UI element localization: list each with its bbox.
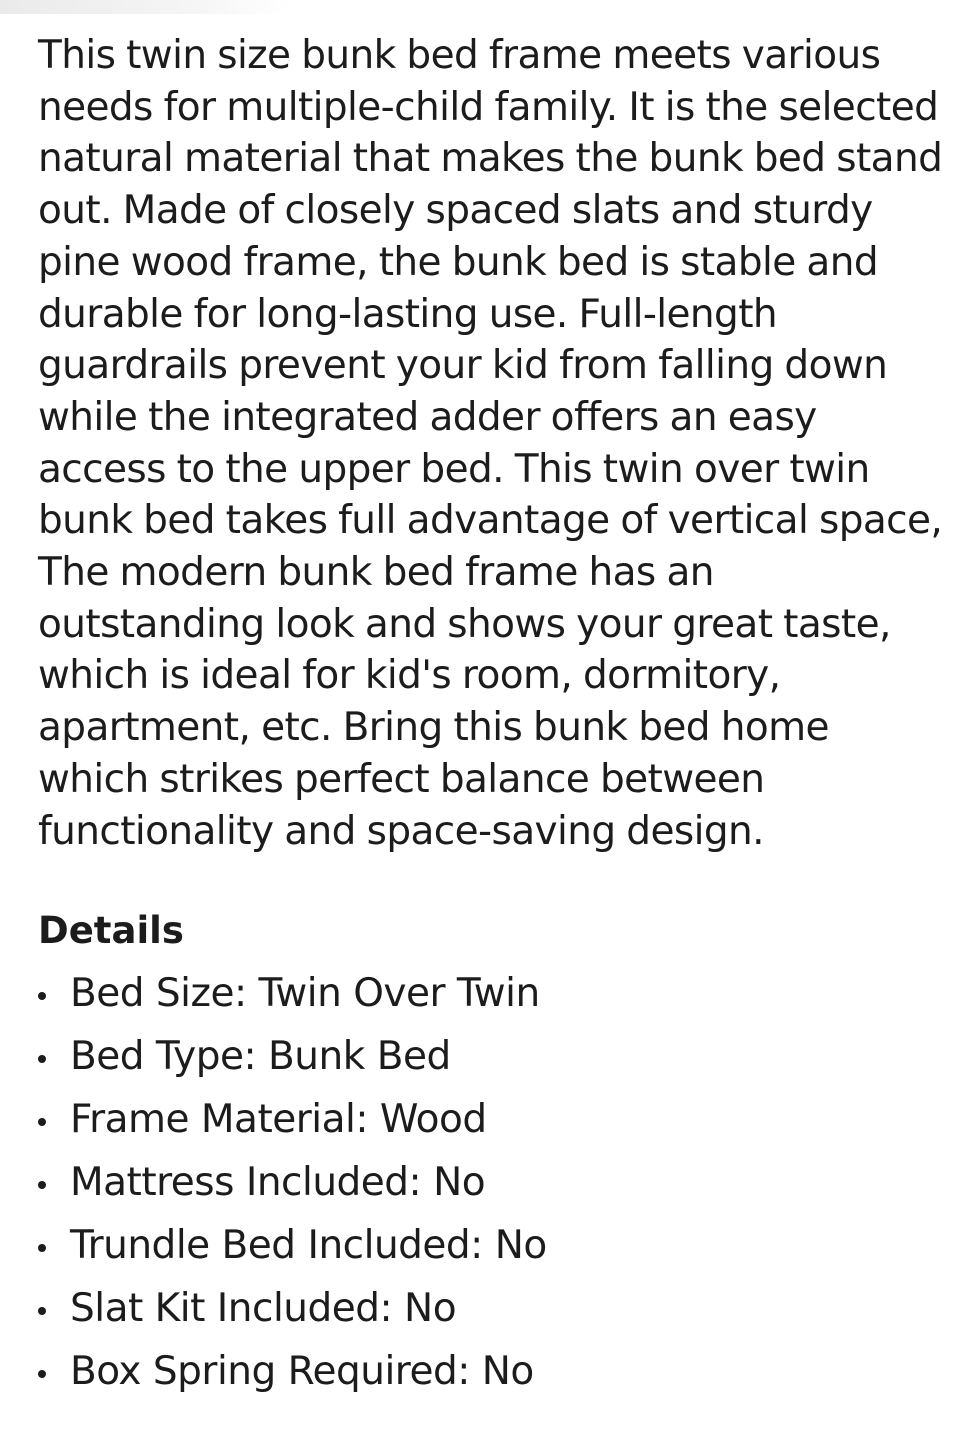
top-edge-shadow: [0, 0, 290, 14]
details-item-text: Frame Material: Wood: [70, 1097, 487, 1143]
bullet-icon: [38, 1055, 46, 1063]
details-item-mattress-included: [38, 1152, 943, 1215]
details-item-frame-material: [38, 1089, 943, 1152]
bullet-icon: [38, 1307, 46, 1315]
bullet-icon: [38, 1118, 46, 1126]
bullet-icon: [38, 1370, 46, 1378]
details-item-bed-size: [38, 963, 943, 1026]
details-item-text: Slat Kit Included: No: [70, 1285, 457, 1331]
bullet-icon: [38, 992, 46, 1000]
details-item-text: Bed Type: Bunk Bed: [70, 1034, 451, 1080]
details-item-trundle-bed-included: [38, 1215, 943, 1278]
details-item-text: Bed Size: Twin Over Twin: [70, 971, 540, 1017]
product-description-section: [38, 30, 943, 1404]
details-item-text: Box Spring Required: No: [70, 1348, 534, 1394]
bullet-icon: [38, 1181, 46, 1189]
details-item-slat-kit-included: [38, 1278, 943, 1341]
bullet-icon: [38, 1244, 46, 1252]
details-item-bed-type: [38, 1026, 943, 1089]
details-item-text: Trundle Bed Included: No: [70, 1222, 547, 1268]
details-item-text: Mattress Included: No: [70, 1159, 486, 1205]
details-item-box-spring-required: [38, 1341, 943, 1404]
product-description-text: This twin size bunk bed frame meets various needs for multiple-child family. It is the selected natural material that makes the bunk bed stand out. Made of closely spaced slats and sturdy pine wood frame, the bunk bed is stable and durable for long-lasting use. Full-length guardrails prevent your kid from falling down while the integrated adder offers an easy access to the upper bed. This twin over twin bunk bed takes full advantage of vertical space, The modern bunk bed frame has an outstanding look and shows your great taste, which is ideal for kid's room, dormitory, apartment, etc. Bring this bunk bed home which strikes perfect balance between functionality and space-saving design.: [38, 33, 943, 854]
details-heading: Details: [38, 909, 184, 953]
details-list: [38, 963, 943, 1403]
